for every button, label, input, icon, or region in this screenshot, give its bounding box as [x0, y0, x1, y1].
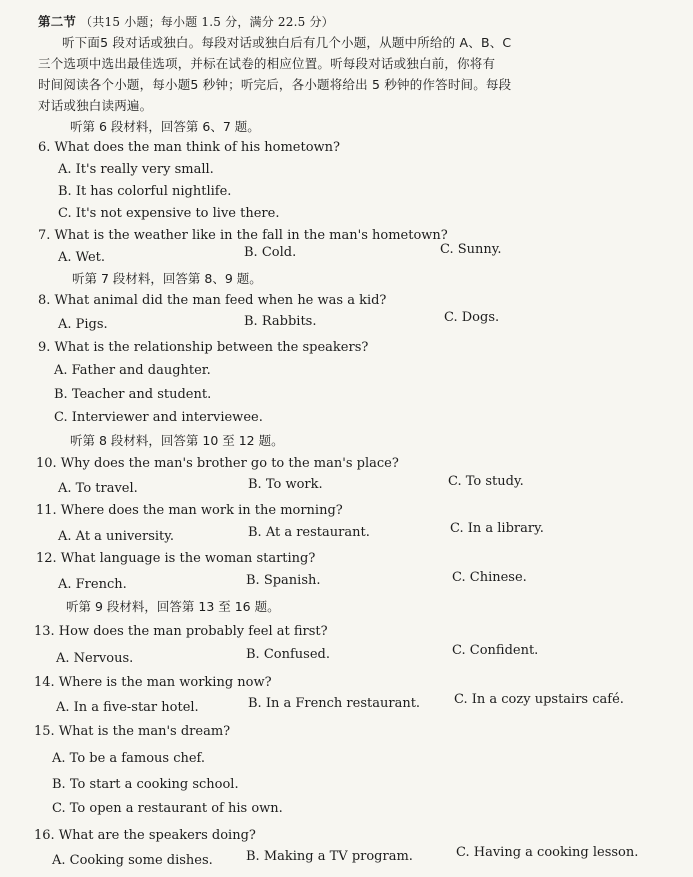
question-10-option-b: B. To work. [248, 477, 323, 492]
section-heading: 第二节 [38, 14, 77, 29]
question-16-option-b: B. Making a TV program. [246, 849, 413, 864]
question-16-option-a: A. Cooking some dishes. [52, 853, 213, 868]
question-11-option-a: A. At a university. [58, 529, 175, 544]
intro-line-2: 三个选项中选出最佳选项，并标在试卷的相应位置。听每段对话或独白前，你将有 [38, 56, 496, 71]
question-11-option-c: C. In a library. [450, 521, 544, 536]
section-header [38, 14, 334, 30]
question-15-option-c: C. To open a restaurant of his own. [52, 801, 283, 816]
intro-line-1: 听下面5 段对话或独白。每段对话或独白后有几个小题，从题中所给的 A、B、C [62, 35, 512, 50]
intro-line-3: 时间阅读各个小题，每小题5 秒钟；听完后，各小题将给出 5 秒钟的作答时间。每段 [38, 77, 512, 92]
question-9-option-c: C. Interviewer and interviewee. [54, 410, 263, 425]
question-12-option-b: B. Spanish. [246, 573, 321, 588]
question-10-option-c: C. To study. [448, 474, 524, 489]
section-meta: （共15 小题；每小题 1.5 分，满分 22.5 分） [80, 15, 334, 29]
question-14-option-a: A. In a five-star hotel. [56, 700, 199, 715]
question-6-option-b: B. It has colorful nightlife. [58, 184, 232, 199]
question-6-stem: 6. What does the man think of his hometown? [38, 140, 341, 155]
question-9-option-a: A. Father and daughter. [54, 363, 211, 378]
question-6-option-c: C. It's not expensive to live there. [58, 206, 280, 221]
question-13-stem: 13. How does the man probably feel at first? [34, 624, 328, 639]
question-10-stem: 10. Why does the man's brother go to the man's place? [36, 456, 399, 471]
question-14-option-b: B. In a French restaurant. [248, 696, 421, 711]
question-7-option-c: C. Sunny. [440, 242, 502, 257]
question-14-stem: 14. Where is the man working now? [34, 675, 272, 690]
question-14-option-c: C. In a cozy upstairs café. [454, 692, 624, 707]
question-15-option-a: A. To be a famous chef. [52, 751, 206, 766]
intro-line-4: 对话或独白读两遍。 [38, 98, 153, 113]
question-11-stem: 11. Where does the man work in the morning? [36, 503, 343, 518]
instruction-passage-6: 听第 6 段材料，回答第 6、7 题。 [70, 119, 260, 134]
instruction-passage-7: 听第 7 段材料，回答第 8、9 题。 [72, 271, 262, 286]
question-8-option-b: B. Rabbits. [244, 314, 317, 329]
question-8-option-c: C. Dogs. [444, 310, 500, 325]
question-16-stem: 16. What are the speakers doing? [34, 828, 256, 843]
question-12-stem: 12. What language is the woman starting? [36, 551, 316, 566]
question-8-option-a: A. Pigs. [58, 317, 108, 332]
question-11-option-b: B. At a restaurant. [248, 525, 370, 540]
question-7-option-b: B. Cold. [244, 245, 297, 260]
instruction-passage-9: 听第 9 段材料，回答第 13 至 16 题。 [66, 599, 280, 614]
question-16-option-c: C. Having a cooking lesson. [456, 845, 639, 860]
question-9-option-b: B. Teacher and student. [54, 387, 212, 402]
question-13-option-c: C. Confident. [452, 643, 539, 658]
question-7-option-a: A. Wet. [58, 250, 106, 265]
question-15-option-b: B. To start a cooking school. [52, 777, 239, 792]
question-12-option-c: C. Chinese. [452, 570, 527, 585]
question-9-stem: 9. What is the relationship between the speakers? [38, 340, 369, 355]
question-15-stem: 15. What is the man's dream? [34, 724, 231, 739]
question-12-option-a: A. French. [58, 577, 127, 592]
question-13-option-a: A. Nervous. [56, 651, 134, 666]
question-10-option-a: A. To travel. [58, 481, 138, 496]
question-13-option-b: B. Confused. [246, 647, 330, 662]
question-8-stem: 8. What animal did the man feed when he was a kid? [38, 293, 387, 308]
question-7-stem: 7. What is the weather like in the fall in the man's hometown? [38, 228, 448, 243]
question-6-option-a: A. It's really very small. [58, 162, 214, 177]
instruction-passage-8: 听第 8 段材料，回答第 10 至 12 题。 [70, 433, 284, 448]
